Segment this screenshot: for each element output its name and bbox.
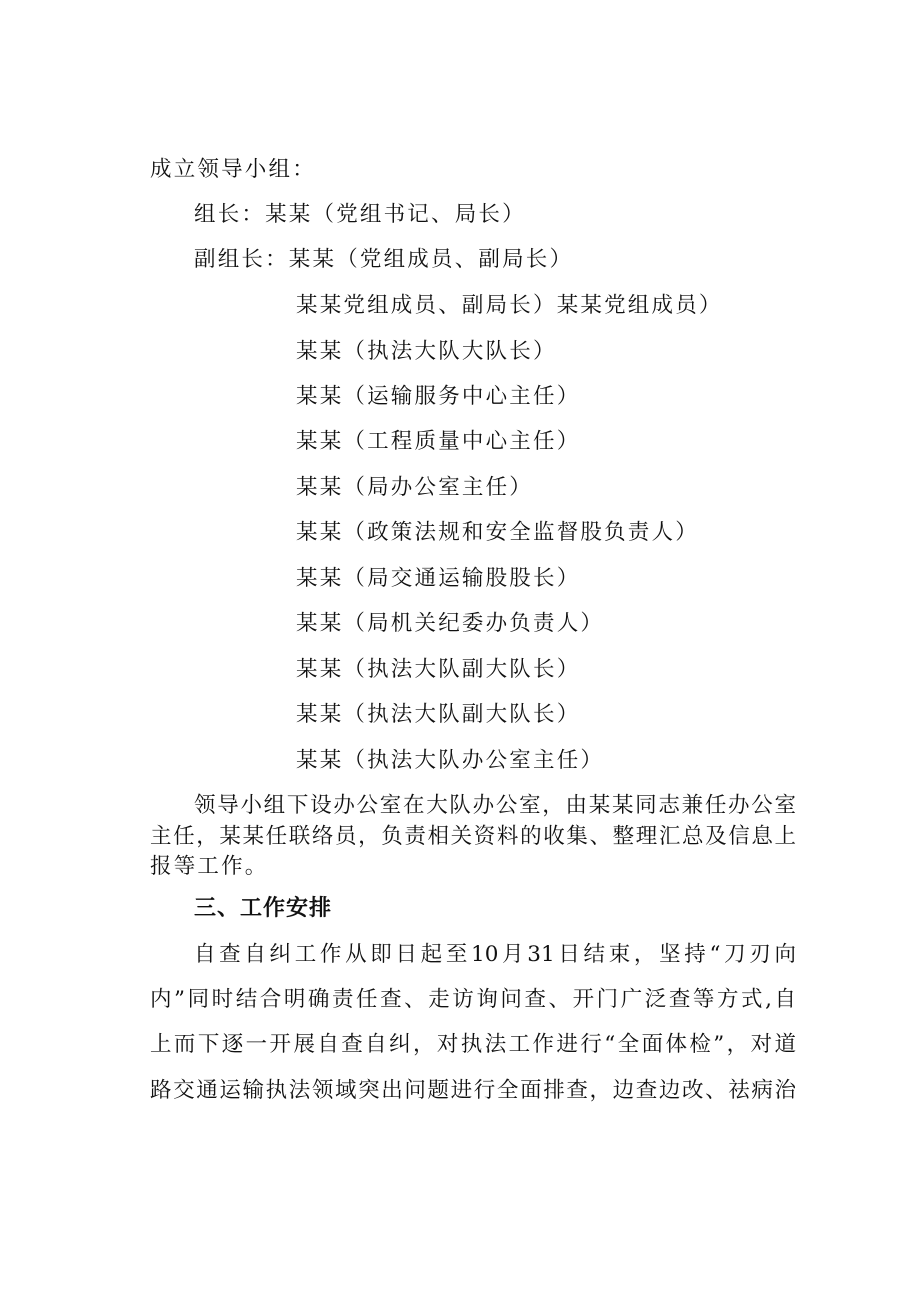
schedule-paragraph-line: 自查自纠工作从即日起至10月31日结束，坚持“刀刃向 (194, 942, 796, 967)
intro-line: 成立领导小组： (150, 157, 316, 182)
member-line: 某某（局机关纪委办负责人） (296, 611, 605, 636)
member-line: 某某（政策法规和安全监督股负责人） (296, 520, 699, 545)
member-line: 某某党组成员、副局长）某某党组成员） (296, 293, 723, 318)
member-line: 某某（执法大队副大队长） (296, 657, 581, 682)
member-line: 某某（局办公室主任） (296, 475, 534, 500)
office-paragraph-line: 领导小组下设办公室在大队办公室，由某某同志兼任办公室 (194, 793, 796, 818)
deputy-leader-line: 副组长：某某（党组成员、副局长） (194, 247, 574, 272)
member-line: 某某（局交通运输股股长） (296, 566, 581, 591)
member-line: 某某（工程质量中心主任） (296, 429, 581, 454)
member-line: 某某（执法大队办公室主任） (296, 748, 605, 773)
member-line: 某某（执法大队大队长） (296, 339, 557, 364)
schedule-paragraph-line: 内”同时结合明确责任查、走访询问查、开门广泛查等方式,自 (150, 987, 796, 1012)
section-heading: 三、工作安排 (194, 896, 333, 921)
office-paragraph-line: 报等工作。 (150, 854, 269, 879)
schedule-paragraph-line: 上而下逐一开展自查自纠，对执法工作进行“全面体检”，对道 (150, 1032, 796, 1057)
office-paragraph-line: 主任，某某任联络员，负责相关资料的收集、整理汇总及信息上 (150, 824, 796, 849)
leader-line: 组长：某某（党组书记、局长） (194, 202, 526, 227)
member-line: 某某（执法大队副大队长） (296, 702, 581, 727)
schedule-paragraph-line: 路交通运输执法领域突出问题进行全面排查，边查边改、祛病治 (150, 1078, 796, 1103)
member-line: 某某（运输服务中心主任） (296, 384, 581, 409)
